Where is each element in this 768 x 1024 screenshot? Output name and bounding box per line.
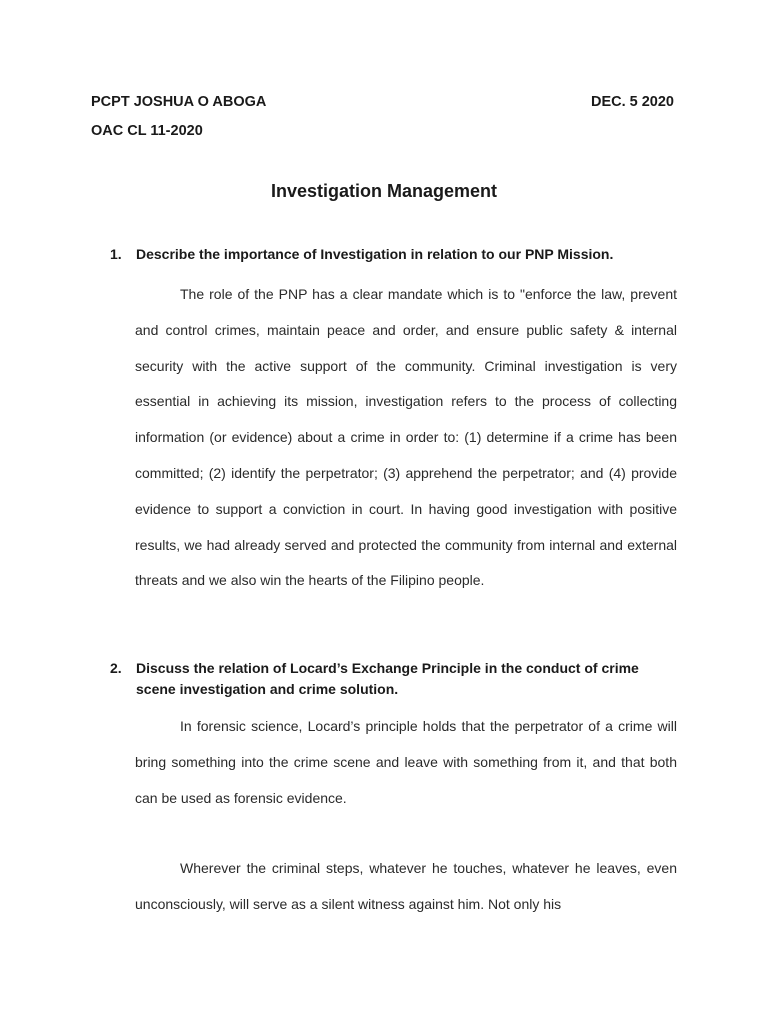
document-title: Investigation Management (270, 181, 498, 201)
class-code: OAC CL 11-2020 (91, 123, 203, 139)
question-number: 2. (110, 660, 122, 676)
question-text: Describe the importance of Investigation in relation to our PNP Mission. (136, 246, 614, 262)
document-date: DEC. 5 2020 (590, 94, 674, 110)
answer-paragraph-1: The role of the PNP has a clear mandate which is to "enforce the law, prevent and control crimes, maintain peace and order, and ensure public safety & internal security with the active support of the community. Criminal investigation is very essential in achieving its mission, investigation refers to the process of collecting information (or evidence) about a crime in order to: (1) determine if a crime has been committed; (2) identify the perpetrator; (3) apprehend the perpetrator; and (4) provide evidence to support a conviction in court. In having good investigation with positive results, we had already served and protected the community from internal and external threats and we also win the hearts of the Filipino people. (135, 286, 677, 589)
question-1 (110, 244, 680, 265)
question-2 (110, 658, 680, 700)
question-number: 1. (110, 246, 122, 262)
answer-paragraph-2: In forensic science, Locard’s principle holds that the perpetrator of a crime will bring something into the crime scene and leave with something from it, and that both can be used as forensic evidence. (135, 718, 677, 806)
question-text: Discuss the relation of Locard’s Exchange Principle in the conduct of crime scene investigation and crime solution. (136, 660, 639, 697)
answer-paragraph-3: Wherever the criminal steps, whatever he touches, whatever he leaves, even unconsciously, will serve as a silent witness against him. Not only his (135, 860, 677, 912)
author-name: PCPT JOSHUA O ABOGA (91, 94, 267, 110)
